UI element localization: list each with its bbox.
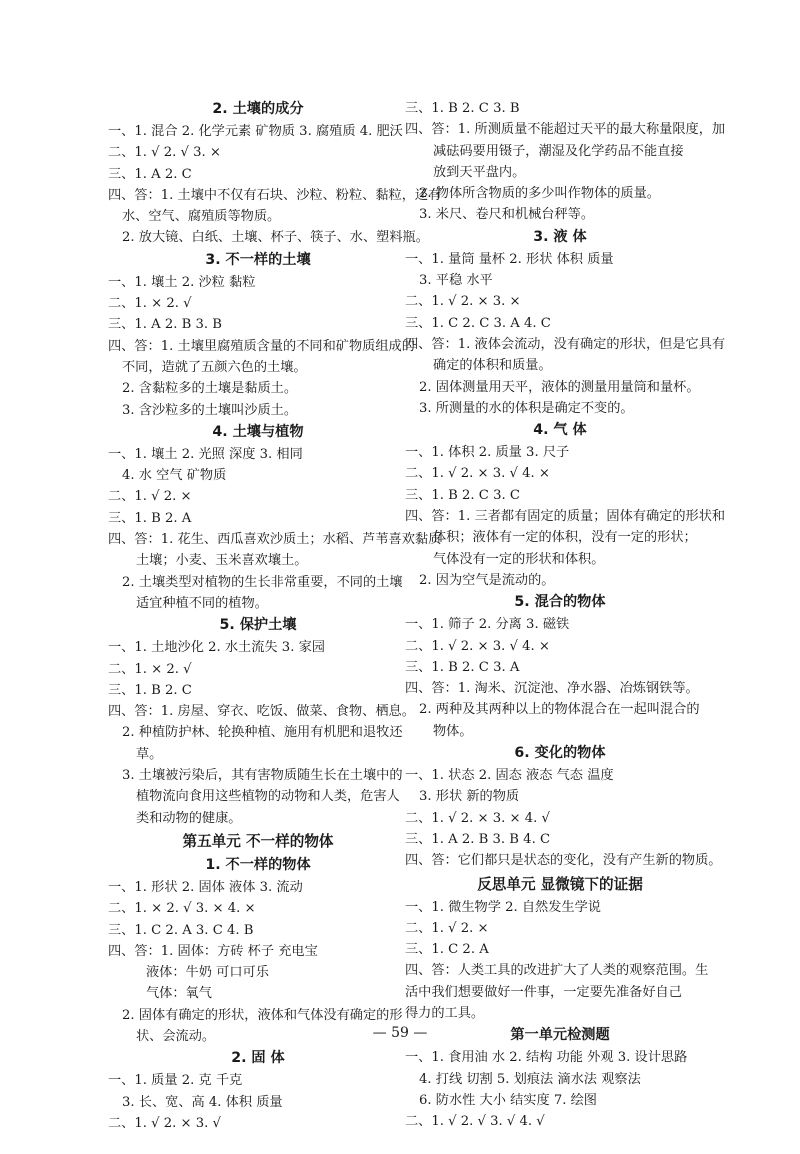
section-heading: 1. 不一样的物体 [205,856,311,873]
answer-line: 状、会流动。 [136,1028,216,1044]
answer-line: 一、1. 土地沙化 2. 水土流失 3. 家园 [108,640,325,656]
answer-line: 三、1. B 2. C 3. B [405,101,520,116]
section-heading: 2. 固 体 [231,1050,285,1067]
answer-line: 4. 水 空气 矿物质 [122,468,227,484]
answer-line: 二、1. √ 2. × [405,920,489,936]
answer-line: 3. 含沙粒多的土壤叫沙质土。 [122,402,298,418]
answer-line: 气体没有一定的形状和体积。 [433,551,605,567]
answer-line: 三、1. A 2. C [108,166,192,182]
answer-line: 二、1. √ 2. × [108,489,192,505]
answer-line: 二、1. √ 2. × 3. √ 4. × [405,466,550,482]
answer-line: 一、1. 食用油 水 2. 结构 功能 外观 3. 设计思路 [405,1050,688,1066]
answer-line: 3. 所测量的水的体积是确定不变的。 [419,400,634,416]
section-heading: 4. 土壤与植物 [212,423,304,440]
answer-line: 一、1. 质量 2. 克 千克 [108,1073,243,1089]
answer-line: 三、1. B 2. C [108,682,192,698]
answer-line: 4. 打线 切割 5. 划痕法 滴水法 观察法 [419,1071,641,1087]
answer-line: 放到天平盘内。 [433,164,526,180]
answer-line: 四、答：它们都只是状态的变化，没有产生新的物质。 [405,853,722,869]
answer-line: 气体：氧气 [146,986,212,1002]
section-heading: 2. 土壤的成分 [212,101,304,117]
answer-line: 二、1. × 2. √ 3. × 4. × [108,901,256,917]
answer-line: 2. 种植防护林、轮换种植、施用有机肥和退牧还 [122,725,403,741]
answer-line: 3. 土壤被污染后，其有害物质随生长在土壤中的 [122,768,403,784]
answer-line: 二、1. √ 2. × 3. √ [108,1115,221,1131]
answer-line: 3. 长、宽、高 4. 体积 质量 [122,1094,283,1110]
answer-line: 三、1. C 2. A [405,942,489,958]
answer-line: 四、答：1. 土壤中不仅有石块、沙粒、粉粒、黏粒，还有 [108,187,442,203]
answer-line: 一、1. 壤土 2. 光照 深度 3. 相同 [108,446,303,462]
answer-line: 类和动物的健康。 [136,810,242,826]
answer-line: 6. 防水性 大小 结实度 7. 绘图 [419,1092,597,1108]
answer-line: 液体：牛奶 可口可乐 [146,965,269,981]
page-number: — 59 — [372,1025,428,1041]
answer-line: 2. 因为空气是流动的。 [419,572,555,588]
answer-line: 三、1. A 2. B 3. B 4. C [405,831,551,847]
answer-line: 四、答：人类工具的改进扩大了人类的观察范围。生 [405,963,709,979]
answer-line: 一、1. 微生物学 2. 自然发生学说 [405,899,601,915]
section-heading: 第一单元检测题 [510,1027,610,1044]
answer-line: 四、答：1. 房屋、穿衣、吃饭、做菜、食物、栖息。 [108,704,415,720]
answer-line: 一、1. 状态 2. 固态 液态 气态 温度 [405,768,614,784]
answer-line: 四、答：1. 淘米、沉淀池、净水器、冶炼钢铁等。 [405,681,699,697]
answer-line: 一、1. 体积 2. 质量 3. 尺子 [405,445,570,461]
answer-line: 二、1. √ 2. × 3. × 4. √ [405,810,550,826]
answer-line: 一、1. 筛子 2. 分离 3. 磁铁 [405,617,570,633]
answer-line: 3. 米尺、卷尺和机械台秤等。 [419,207,595,223]
answer-line: 体积；液体有一定的体积，没有一定的形状； [433,530,697,546]
answer-line: 3. 形状 新的物质 [419,789,520,805]
section-heading: 5. 混合的物体 [514,594,606,611]
answer-line: 活中我们想要做好一件事，一定要先准备好自己 [405,984,682,1000]
section-heading: 6. 变化的物体 [514,745,606,762]
answer-line: 四、答：1. 花生、西瓜喜欢沙质土；水稻、芦苇喜欢黏质 [108,532,442,548]
section-heading: 4. 气 体 [533,422,587,439]
answer-line: 减砝码要用镊子，潮湿及化学药品不能直接 [433,143,684,159]
answer-line: 二、1. √ 2. × 3. × [405,294,521,310]
answer-line: 适宜种植不同的植物。 [136,595,268,611]
section-heading: 3. 不一样的土壤 [205,251,311,268]
answer-line: 确定的体积和质量。 [433,358,552,374]
left-column [108,98,442,1134]
section-heading: 3. 液 体 [533,228,587,245]
answer-line: 二、1. √ 2. × 3. √ 4. × [405,638,550,654]
answer-line: 二、1. √ 2. √ 3. √ 4. √ [405,1114,545,1130]
answer-line: 植物流向食用这些植物的动物和人类，危害人 [136,789,400,805]
answer-line: 四、答：1. 土壤里腐殖质含量的不同和矿物质组成的 [108,338,415,354]
answer-line: 2. 土壤类型对植物的生长非常重要，不同的土壤 [122,574,403,590]
section-heading: 5. 保护土壤 [219,617,297,634]
answer-line: 2. 固体有确定的形状，液体和气体没有确定的形 [122,1007,403,1023]
answer-line: 三、1. B 2. C 3. C [405,487,520,503]
answer-line: 三、1. C 2. C 3. A 4. C [405,315,551,331]
answer-line: 水、空气、腐殖质等物质。 [122,209,281,225]
answer-line: 2. 物体所含物质的多少叫作物体的质量。 [419,186,660,202]
answer-line: 三、1. C 2. A 3. C 4. B [108,922,254,938]
right-column [405,98,726,1132]
answer-line: 2. 两种及其两种以上的物体混合在一起叫混合的 [419,702,700,718]
answer-line: 物体。 [433,723,473,739]
answer-line: 草。 [136,746,163,762]
answer-line: 四、答：1. 三者都有固定的质量；固体有确定的形状和 [405,509,726,525]
unit-heading: 第五单元 不一样的物体 [182,832,334,850]
answer-line: 一、1. 混合 2. 化学元素 矿物质 3. 腐殖质 4. 肥沃 [108,124,403,139]
answer-line: 2. 固体测量用天平，液体的测量用量筒和量杯。 [419,379,700,395]
answer-line: 一、1. 形状 2. 固体 液体 3. 流动 [108,879,303,895]
answer-line: 四、答：1. 固体：方砖 杯子 充电宝 [108,943,318,959]
answer-line: 三、1. B 2. A [108,510,192,526]
answer-line: 二、1. √ 2. √ 3. × [108,145,221,161]
answer-line: 二、1. × 2. √ [108,296,192,312]
answer-line: 一、1. 量筒 量杯 2. 形状 体积 质量 [405,251,614,267]
answer-line: 2. 含黏粒多的土壤是黏质土。 [122,381,298,397]
answer-line: 四、答：1. 液体会流动，没有确定的形状，但是它具有 [405,336,726,352]
answer-line: 得力的工具。 [405,1005,485,1021]
answer-line: 三、1. A 2. B 3. B [108,317,222,333]
answer-line: 一、1. 壤土 2. 沙粒 黏粒 [108,274,256,290]
answer-line: 三、1. B 2. C 3. A [405,659,520,675]
answer-line: 3. 平稳 水平 [419,273,493,289]
answer-line: 2. 放大镜、白纸、土壤、杯子、筷子、水、塑料瓶。 [122,230,429,246]
answer-line: 二、1. × 2. √ [108,661,192,677]
unit-heading: 反思单元 显微镜下的证据 [477,875,643,893]
answer-line: 不同，造就了五颜六色的土壤。 [122,359,307,375]
answer-line: 土壤；小麦、玉米喜欢壤土。 [136,553,308,569]
answer-line: 四、答：1. 所测质量不能超过天平的最大称量限度，加 [405,122,726,138]
